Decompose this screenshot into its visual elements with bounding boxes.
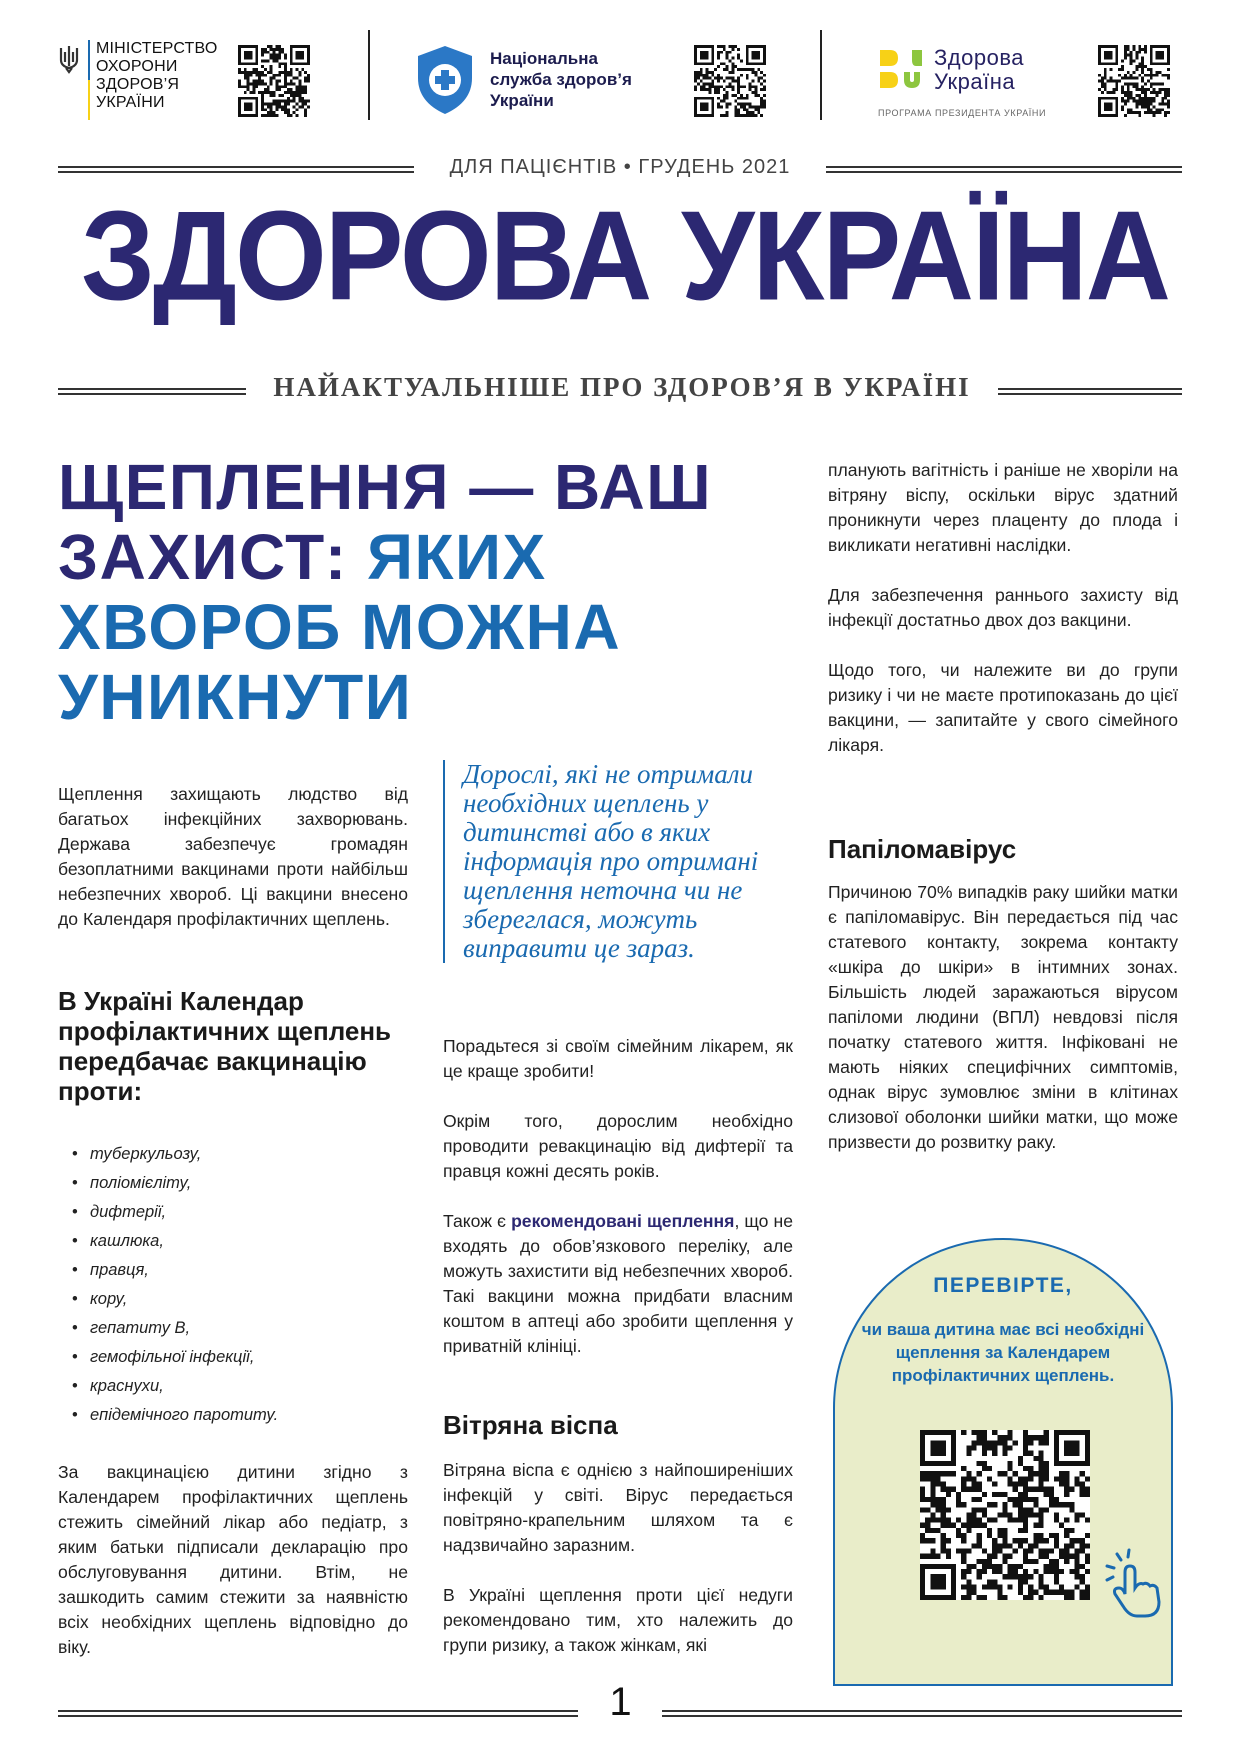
check-box-text: чи ваша дитина має всі необхідні щеплення за Календарем профілактичних щеплень. [861, 1320, 1145, 1385]
tap-hand-icon [1103, 1548, 1167, 1620]
paragraph: В Україні щеплення проти цієї недуги рекомендовано тим, хто належить до групи ризику, а також жінкам, які [443, 1585, 793, 1655]
list-item: • гемофільної інфекції, [72, 1343, 402, 1372]
qr-code-nszu[interactable] [694, 45, 766, 117]
headline-part-1: ЩЕПЛЕННЯ — ВАШ ЗАХИСТ: [58, 451, 713, 593]
list-item: • гепатиту В, [72, 1314, 402, 1343]
disease-list [72, 1140, 402, 1430]
hpv-text: Причиною 70% випадків раку шийки матки є папіломавірус. Він передається під час статевого контакту, зокрема контакту «шкіра до шкіри» в інтимних зонах. Більшість людей заражаються вірусом папіломи людини (ВПЛ) невдовзі після початку статевого життя. Інфіковані не мають ніяких специфічних симптомів, однак вірус зумовлює зміни в клітинах слизової оболонки шийки матки, що може призвести до розвитку раку. [828, 882, 1178, 1152]
zu-name: Здорова Україна [934, 45, 1025, 94]
column-3-text [828, 458, 1178, 758]
paragraph: планують вагітність і раніше не хворіли на вітряну віспу, оскільки вірус здатний проникнути через плаценту до плода і викликати негативні наслідки. [828, 460, 1178, 555]
moz-name: МІНІСТЕРСТВО ОХОРОНИ ЗДОРОВ’Я УКРАЇНИ [96, 40, 218, 111]
pediatrician-paragraph: За вакцинацією дитини згідно з Календарем профілактичних щеплень стежить сімейний лікар або педіатр, з яким батьки підписали декларацію про обслуговування дитини. Втім, не зашкодить самим стежити за наявністю всіх необхідних щеплень відповідно до віку. [58, 1462, 408, 1657]
paragraph: Порадьтеся зі своїм сімейним лікарем, як це краще зробити! [443, 1036, 793, 1081]
list-item: • поліомієліту, [72, 1169, 402, 1198]
trident-icon [58, 44, 80, 74]
page-number: 1 [609, 1680, 632, 1724]
column-2-text [443, 1034, 793, 1359]
header-divider [368, 30, 370, 120]
rule-right [998, 388, 1182, 395]
list-item: • краснухи, [72, 1372, 402, 1401]
rule-right [662, 1710, 1182, 1717]
paragraph: Окрім того, дорослим необхідно проводити ревакцинацію від дифтерії та правця кожні десять років. [443, 1111, 793, 1181]
qr-code-calendar[interactable] [920, 1430, 1090, 1600]
varicella-heading: Вітряна віспа [443, 1410, 618, 1440]
paragraph: Щодо того, чи належите ви до групи ризику і чи не маєте протипоказань до цієї вакцини, — запитайте у свого сімейного лікаря. [828, 660, 1178, 755]
check-box-title: ПЕРЕВІРТЕ, [933, 1274, 1073, 1297]
tagline: НАЙАКТУАЛЬНІШЕ ПРО ЗДОРОВ’Я В УКРАЇНІ [273, 372, 971, 402]
qr-code-moz[interactable] [238, 45, 310, 117]
shield-cross-icon [414, 44, 476, 116]
pull-quote: Дорослі, які не отримали необхідних щеплень у дитинстві або в яких інформація про отримані щеплення неточна чи не збереглася, можуть виправити це зараз. [443, 760, 808, 963]
issue-subhead: ДЛЯ ПАЦІЄНТІВ • ГРУДЕНЬ 2021 [449, 156, 791, 178]
nszu-name: Національна служба здоров’я України [490, 49, 632, 110]
zu-program-icon [878, 48, 924, 90]
article-headline [58, 452, 778, 732]
rule-left [58, 388, 246, 395]
list-item: • туберкульозу, [72, 1140, 402, 1169]
list-item: • кору, [72, 1285, 402, 1314]
list-item: • кашлюка, [72, 1227, 402, 1256]
paragraph: Для забезпечення раннього захисту від інфекції достатньо двох доз вакцини. [828, 585, 1178, 630]
list-item: • правця, [72, 1256, 402, 1285]
calendar-heading: В Україні Календар профілактичних щеплень передбачає вакцинацію проти: [58, 986, 392, 1106]
headline-part-2: ЯКИХ ХВОРОБ МОЖНА УНИКНУТИ [58, 521, 622, 733]
intro-paragraph: Щеплення захищають людство від багатьох інфекційних захворювань. Держава забезпечує громадян безоплатними вакцинами проти найбільш небезпечних хвороб. Ці вакцини внесено до Календаря профілактичних щеплень. [58, 784, 408, 929]
header-divider [820, 30, 822, 120]
list-item: • епідемічного паротиту. [72, 1401, 402, 1430]
recommended-vaccines-link[interactable]: рекомендовані щеплення [511, 1211, 735, 1231]
zu-subtitle: ПРОГРАМА ПРЕЗИДЕНТА УКРАЇНИ [878, 108, 1047, 118]
paragraph: Вітряна віспа є однією з найпоширеніших інфекцій у світі. Вірус передається повітряно-крапельним шляхом та є надзвичайно заразним. [443, 1460, 793, 1555]
paragraph: Також є рекомендовані щеплення, що не входять до обов’язкового переліку, але можуть захистити від небезпечних хвороб. Такі вакцини можна придбати власним коштом в аптеці або зробити щеплення у приватній клініці. [443, 1211, 794, 1356]
moz-bar-yellow [88, 80, 90, 120]
moz-bar-blue [88, 40, 90, 80]
varicella-text [443, 1458, 793, 1658]
list-item: • дифтерії, [72, 1198, 402, 1227]
rule-left [58, 166, 414, 173]
rule-right [826, 166, 1182, 173]
qr-code-zu[interactable] [1098, 45, 1170, 117]
check-vaccination-box [833, 1238, 1173, 1686]
hpv-heading: Папіломавірус [828, 834, 1017, 864]
masthead-title: ЗДОРОВА УКРАЇНА [80, 184, 1169, 328]
